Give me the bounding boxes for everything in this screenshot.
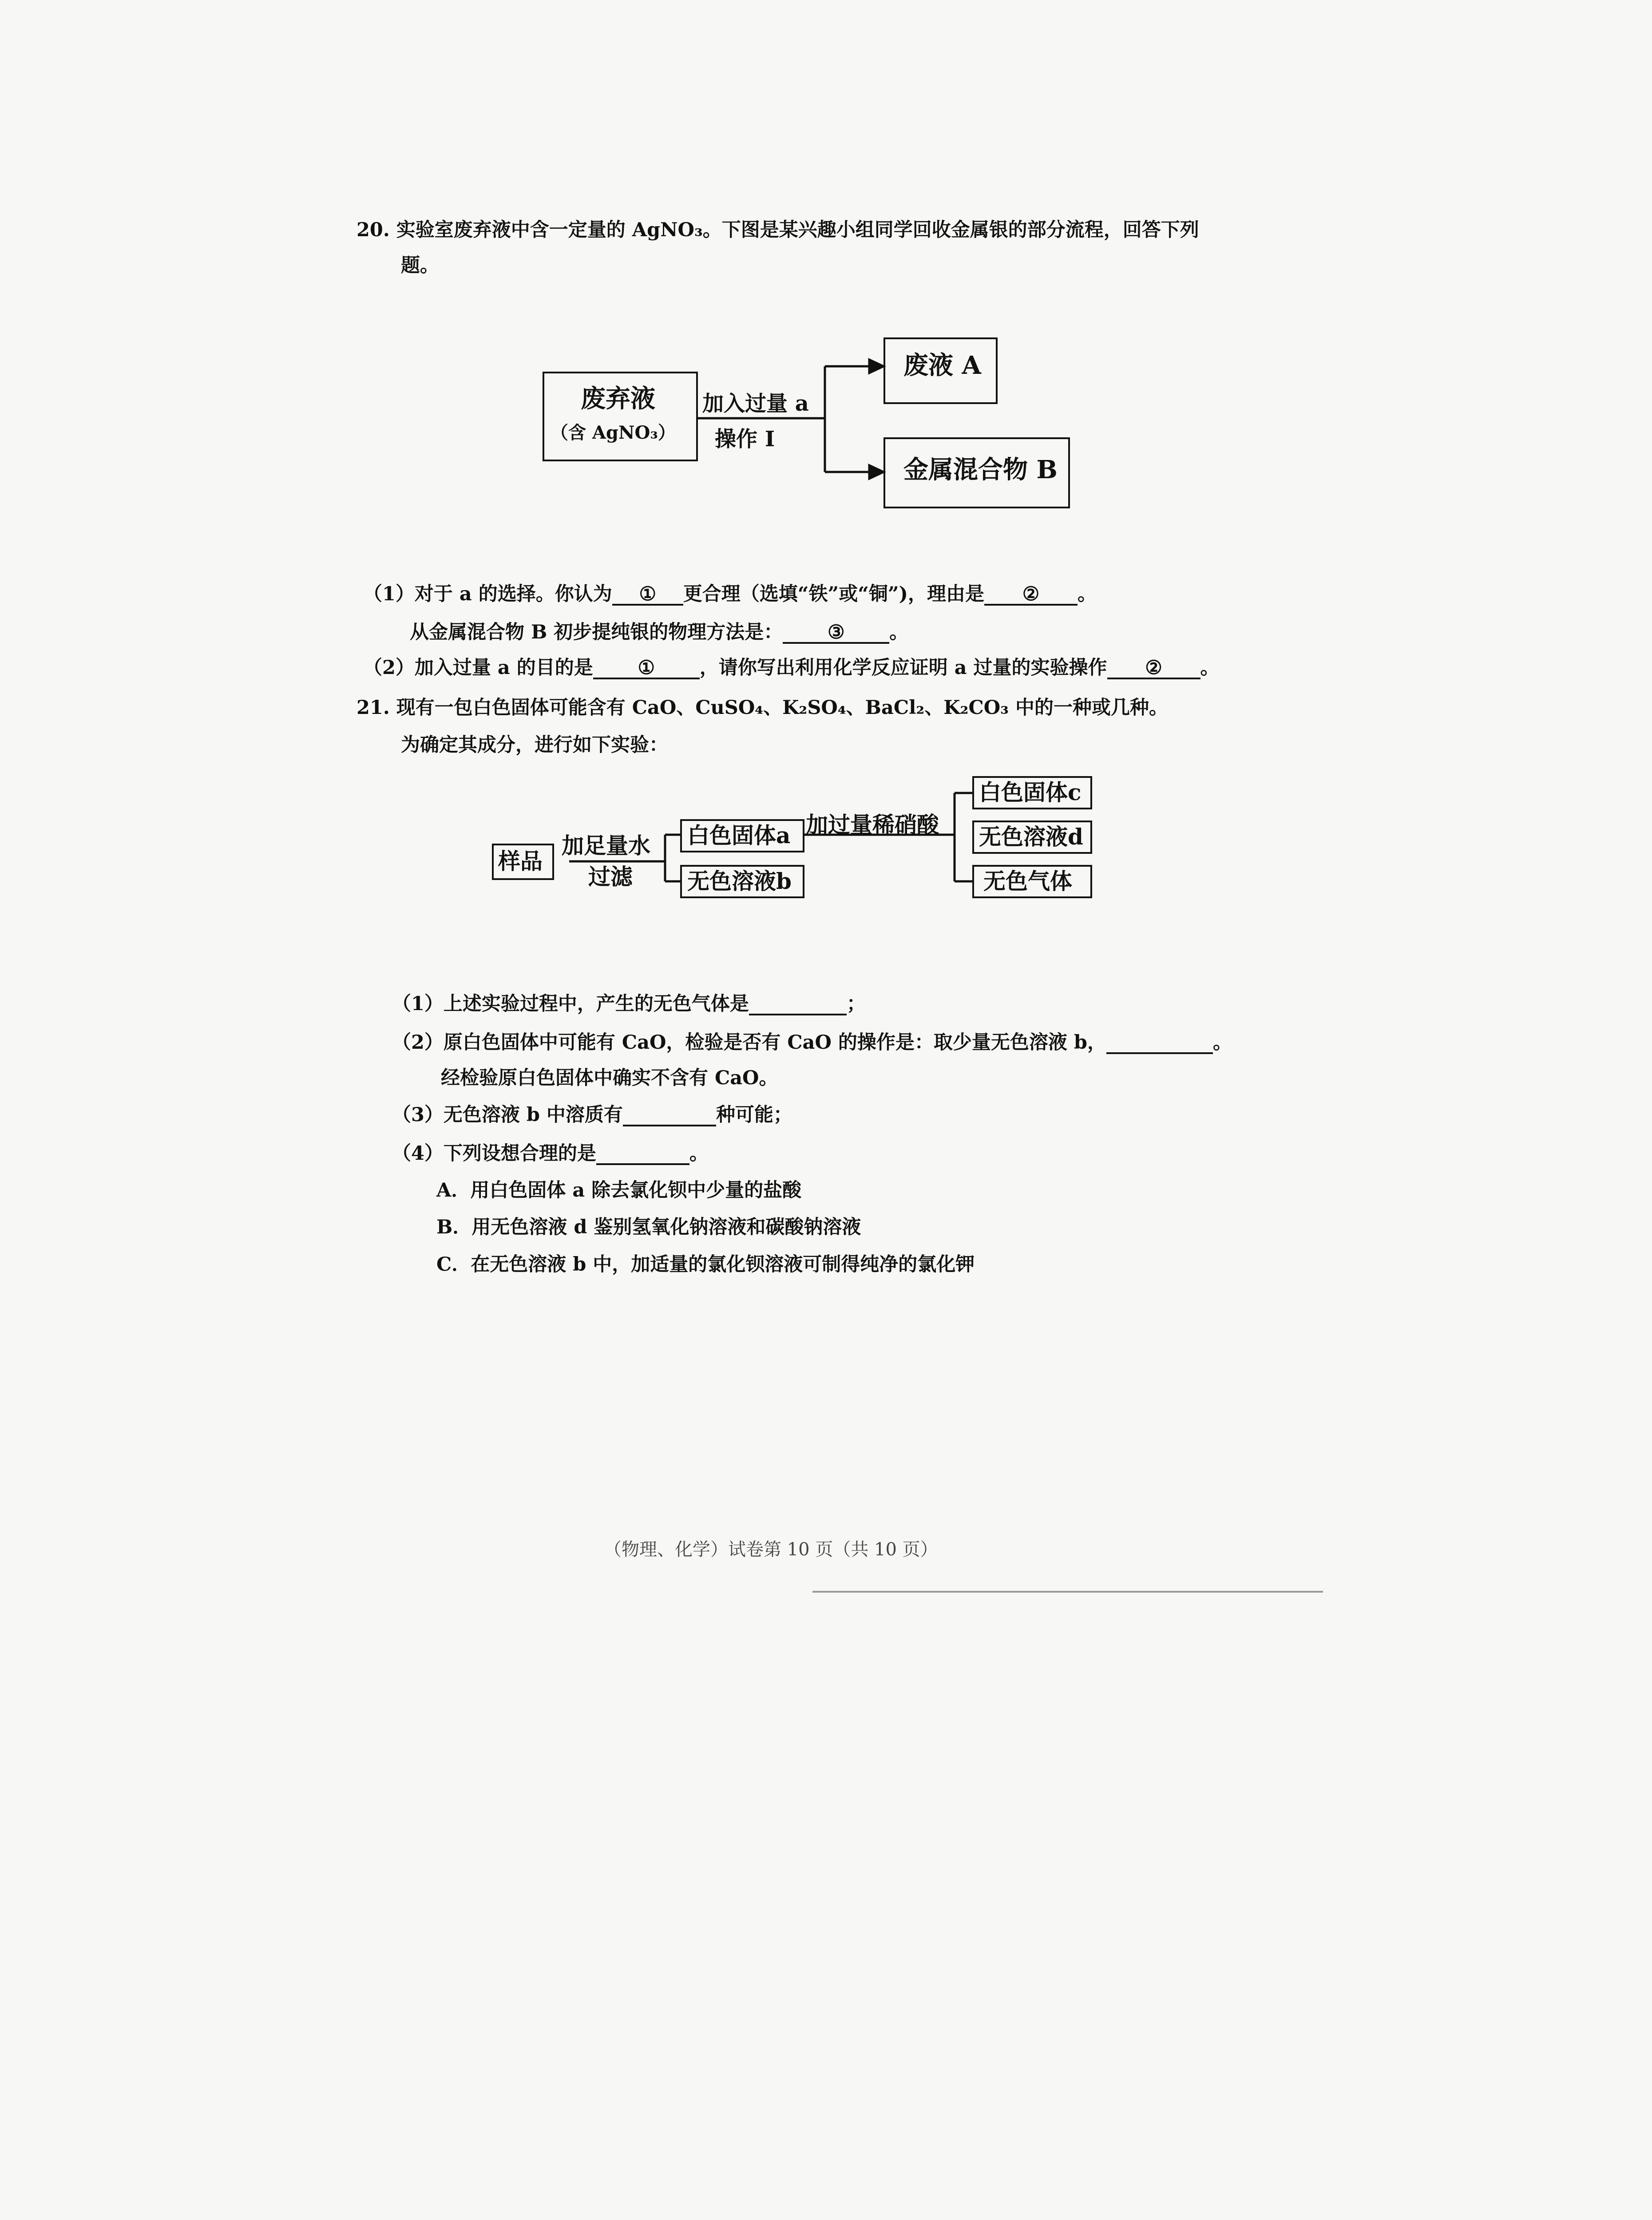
q21-part4-text: （4）下列设想合理的是 bbox=[392, 1142, 596, 1165]
q21-part3-end: 种可能； bbox=[716, 1104, 792, 1126]
q20-stem-line1: 20. 实验室废弃液中含一定量的 AgNO₃。下图是某兴趣小组同学回收金属银的部分流程，回答下列 bbox=[357, 219, 1199, 241]
q20-part1-text: （1）对于 a 的选择。你认为 bbox=[363, 583, 612, 605]
step1-label-water: 加足量水 bbox=[562, 832, 650, 859]
q20-part1-blank-3[interactable]: ③ bbox=[783, 623, 889, 644]
q21-part3-text: （3）无色溶液 b 中溶质有 bbox=[392, 1104, 623, 1126]
white-solid-c-label: 白色固体c bbox=[979, 779, 1082, 805]
colorless-gas-label: 无色气体 bbox=[983, 868, 1072, 894]
step2-label-nitric-acid: 加过量稀硝酸 bbox=[806, 812, 939, 838]
q21-part3-blank[interactable] bbox=[623, 1106, 716, 1126]
waste-liquid-sublabel: （含 AgNO₃） bbox=[551, 422, 676, 443]
q21-stem-line1: 21. 现有一包白色固体可能含有 CaO、CuSO₄、K₂SO₄、BaCl₂、K₂CO₃ 中的一种或几种。 bbox=[357, 697, 1168, 719]
footer-rule bbox=[812, 1591, 1323, 1593]
q21-part2-blank[interactable] bbox=[1106, 1033, 1213, 1054]
q20-part2-text-mid: ，请你写出利用化学反应证明 a 过量的实验操作 bbox=[699, 657, 1107, 679]
q21-part1 bbox=[392, 995, 866, 1015]
q21-part4 bbox=[392, 1144, 709, 1165]
metal-mixture-b-label: 金属混合物 B bbox=[903, 455, 1058, 484]
colorless-solution-b-label: 无色溶液b bbox=[687, 868, 792, 894]
q21-part4-blank[interactable] bbox=[596, 1144, 689, 1165]
white-solid-a-label: 白色固体a bbox=[687, 822, 791, 848]
q20-part1-end: 。 bbox=[1078, 583, 1097, 605]
q20-part1-blank-2[interactable]: ② bbox=[984, 585, 1078, 606]
q20-part2-blank-2[interactable]: ② bbox=[1107, 658, 1200, 679]
page-footer: （物理、化学）试卷第 10 页（共 10 页） bbox=[604, 1539, 938, 1560]
q20-part2-text: （2）加入过量 a 的目的是 bbox=[363, 657, 593, 679]
waste-liquid-label: 废弃液 bbox=[581, 384, 655, 413]
q20-stem-line2: 题。 bbox=[401, 254, 439, 277]
q21-option-b: B．用无色溶液 d 鉴别氢氧化钠溶液和碳酸钠溶液 bbox=[436, 1216, 861, 1238]
q21-option-c: C．在无色溶液 b 中，加适量的氯化钡溶液可制得纯净的氯化钾 bbox=[436, 1253, 975, 1276]
sample-label: 样品 bbox=[498, 848, 543, 874]
q21-part2-note: 经检验原白色固体中确实不含有 CaO。 bbox=[441, 1067, 778, 1089]
q20-part1-line2-end: 。 bbox=[889, 621, 909, 643]
q20-part1-blank-1[interactable]: ① bbox=[612, 585, 683, 606]
q21-part2 bbox=[392, 1033, 1232, 1054]
q21-part4-end: 。 bbox=[689, 1142, 709, 1165]
q21-part3 bbox=[392, 1106, 792, 1126]
q21-stem-line2: 为确定其成分，进行如下实验： bbox=[401, 734, 668, 756]
q20-part1-line2-text: 从金属混合物 B 初步提纯银的物理方法是： bbox=[410, 621, 783, 643]
q21-option-a: A．用白色固体 a 除去氯化钡中少量的盐酸 bbox=[436, 1179, 802, 1201]
q20-part1-line2 bbox=[410, 623, 908, 644]
q21-part1-end: ； bbox=[846, 993, 866, 1015]
waste-a-label: 废液 A bbox=[903, 351, 981, 380]
colorless-solution-d-label: 无色溶液d bbox=[979, 824, 1083, 850]
arrow-label-operation-1: 操作 I bbox=[715, 427, 775, 452]
q21-part1-text: （1）上述实验过程中，产生的无色气体是 bbox=[392, 993, 749, 1015]
q21-part2-end: 。 bbox=[1212, 1031, 1232, 1054]
q20-part2 bbox=[363, 658, 1220, 679]
q21-part1-blank[interactable] bbox=[749, 995, 847, 1015]
q20-part2-blank-1[interactable]: ① bbox=[593, 658, 700, 679]
step1-label-filter: 过滤 bbox=[588, 864, 633, 890]
arrow-label-add-a: 加入过量 a bbox=[702, 391, 809, 416]
q20-part2-end: 。 bbox=[1200, 657, 1220, 679]
q21-part2-text: （2）原白色固体中可能有 CaO，检验是否有 CaO 的操作是：取少量无色溶液 b， bbox=[392, 1031, 1106, 1054]
q20-part1-text-mid: 更合理（选填“铁”或“铜”)，理由是 bbox=[683, 583, 985, 605]
q20-part1-line1 bbox=[363, 585, 1097, 606]
